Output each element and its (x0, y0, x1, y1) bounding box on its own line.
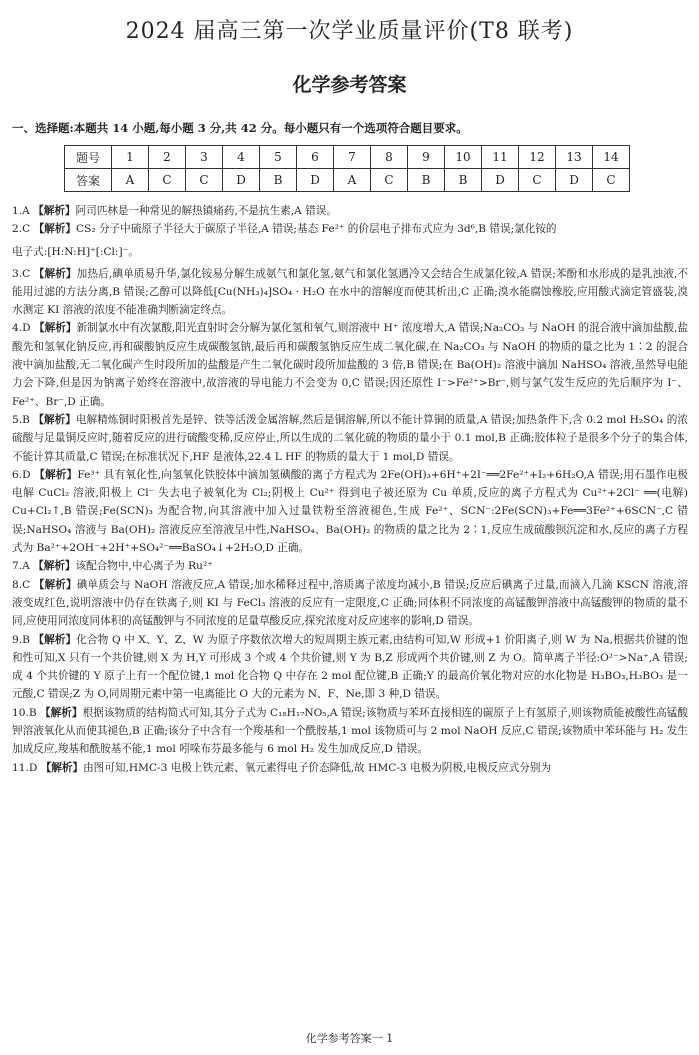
item-number: 1.A (12, 205, 30, 217)
table-cell: 9 (408, 146, 445, 169)
table-cell: 4 (223, 146, 260, 169)
answer-item (12, 759, 688, 777)
item-number: 8.C (12, 578, 31, 591)
table-cell: 3 (186, 146, 223, 169)
table-cell: A (334, 169, 371, 192)
item-text: 化合物 Q 中 X、Y、Z、W 为原子序数依次增大的短周期主族元素,由结构可知,W 形成+1 价阳离子,则 W 为 Na,根据共价键的饱和性可知,X 只有一个共价键,则 X 为 H,Y 可形成 3 个或 4 个共价键,则 Y 为 B,Z 形成两个共价键,则 Z 为 O。简单离子半径:O²⁻>Na⁺,A 错误;成 4 个共价键的 Y 原子上有一个配位键,1 mol 化合物 Q 中存在 2 mol 配位键,B 正确;Y 的最高价氧化物对应的水化物是 H₃BO₃,H₃BO₃ 是一元酸,C 错误;Z 为 O,同周期元素中第一电离能比 O 大的元素为 N、F、Ne,即 3 种,D 错误。 (12, 633, 688, 701)
answer-item (12, 631, 688, 704)
table-cell: B (260, 169, 297, 192)
table-cell: 13 (556, 146, 593, 169)
table-cell: 10 (445, 146, 482, 169)
analysis-tag: 【解析】 (33, 413, 76, 426)
item-number: 10.B (12, 706, 37, 719)
table-cell: D (482, 169, 519, 192)
table-cell: D (556, 169, 593, 192)
item-number: 5.B (12, 413, 30, 426)
page-subtitle: 化学参考答案 (292, 74, 407, 96)
table-header-cell: 题号 (65, 146, 112, 169)
table-cell: 7 (334, 146, 371, 169)
item-number: 6.D (12, 468, 31, 481)
answer-table-answer-row (65, 169, 630, 192)
answer-item (12, 704, 688, 759)
analysis-tag: 【解析】 (33, 633, 77, 646)
item-text: 该配合物中,中心离子为 Ru²⁺ (75, 560, 213, 573)
table-cell: B (408, 169, 445, 192)
answer-table-number-row (65, 146, 630, 169)
table-cell: C (186, 169, 223, 192)
table-cell: 12 (519, 146, 556, 169)
table-cell: C (593, 169, 630, 192)
answer-item (12, 411, 688, 466)
item-text: 新制氯水中有次氯酸,阳光直射时会分解为氯化氢和氧气,则溶液中 H⁺ 浓度增大,A 错误;Na₂CO₃ 与 NaOH 的混合液中滴加盐酸,盐酸先和氢氧化钠反应,再和碳酸钠反应生成碳酸氢钠,最后再和碳酸氢钠反应生成二氧化碳,在 Na₂CO₃ 与 NaOH 的物质的量之比为 1∶2 的混合液中滴加盐酸,无二氧化碳产生时段所加的盐酸是产生二氧化碳时段所加盐酸的 3 倍,B 错误;在 Ba(OH)₂ 溶液中滴加 NaHSO₄ 溶液,虽然导电能力会下降,但是因为钠离子始终在溶液中,故溶液的导电能力不会变为 0,C 错误;因还原性 I⁻>Fe²⁺>Br⁻,则与氯气发生反应的先后顺序为 I⁻、Fe²⁺、Br⁻,D 正确。 (12, 322, 688, 408)
table-cell: 5 (260, 146, 297, 169)
answer-table (64, 145, 630, 192)
table-cell: D (297, 169, 334, 192)
analysis-tag: 【解析】 (33, 223, 76, 236)
item-text: 电解精炼铜时阳极首先是锌、铁等活泼金属溶解,然后是铜溶解,所以不能计算铜的质量,A 错误;加热条件下,含 0.2 mol H₂SO₄ 的浓硫酸与足量铜反应时,随着反应的进行硫酸变稀,反应停止,所以生成的二氧化硫的物质的量小于 0.1 mol,B 正确;胶体粒子是很多个分子的集合体,不能计算其质量,C 错误;在标准状况下,HF 是液体,22.4 L HF 的物质的量大于 1 mol,D 错误。 (12, 413, 689, 463)
item-number: 11.D (12, 761, 38, 774)
item-text: 电子式:[H:N:H]⁺[:Cl:]⁻。 (12, 245, 139, 258)
table-cell: 1 (112, 146, 149, 169)
analysis-tag: 【解析】 (33, 205, 76, 217)
item-text: 碘单质会与 NaOH 溶液反应,A 错误;加水稀释过程中,溶质离子浓度均减小,B 错误;反应后碘离子过量,而滴入几滴 KSCN 溶液,溶液变成红色,说明溶液中仍存在铁离子,则 KI 与 FeCl₃ 溶液的反应有一定限度,C 正确;同体积不同浓度的高锰酸钾溶液中高锰酸钾的物质的量不同,应使用同浓度同体积的高锰酸钾与不同浓度的足量草酸反应,探究浓度对反应速率的影响,D 错误。 (12, 578, 689, 628)
table-cell: C (149, 169, 186, 192)
analysis-tag: 【解析】 (33, 560, 76, 573)
section-heading: 一、选择题:本题共 14 小题,每小题 3 分,共 42 分。每小题只有一个选项符合题目要求。 (12, 121, 468, 135)
item-text: 由图可知,HMC-3 电极上铁元素、氧元素得电子价态降低,故 HMC-3 电极为阴极,电极反应式分别为 (83, 761, 552, 774)
table-cell: 11 (482, 146, 519, 169)
item-text: 加热后,碘单质易升华,氯化铵易分解生成氨气和氯化氢,氨气和氯化氢遇冷又会结合生成氯化铵,A 错误;苯酚和水形成的是乳浊液,不能用过滤的方法分离,B 错误;乙醇可以降低[Cu(NH₃)₄]SO₄ · H₂O 在水中的溶解度而使其析出,C 正确;溴水能腐蚀橡胶,应用酸式滴定管盛装,溴水测定 KI 溶液的浓度不能准确判断滴定终点。 (12, 267, 689, 317)
answer-item (12, 319, 688, 410)
table-cell: 8 (371, 146, 408, 169)
table-cell: C (519, 169, 556, 192)
table-cell: D (223, 169, 260, 192)
item-number: 9.B (12, 633, 30, 646)
item-number: 4.D (12, 322, 31, 335)
table-cell: C (371, 169, 408, 192)
item-text: 根据该物质的结构简式可知,其分子式为 C₁₈H₁₇NO₅,A 错误;该物质与苯环直接相连的碳原子上有氢原子,则该物质能被酸性高锰酸钾溶液氧化从而使其褪色,B 正确;该分子中含有一个羧基和一个酰胺基,1 mol 该物质可与 2 mol NaOH 反应,C 错误;该物质中苯环能与 H₂ 发生加成反应,羧基和酰胺基不能,1 mol 吲哚布芬最多能与 6 mol H₂ 发生加成反应,D 错误。 (12, 706, 688, 756)
item-number: 3.C (12, 267, 31, 280)
item-number: 7.A (12, 560, 30, 573)
page-title: 2024 届高三第一次学业质量评价(T8 联考) (125, 19, 574, 44)
answer-item (12, 576, 688, 631)
answer-item (12, 202, 688, 220)
answer-item (12, 466, 688, 557)
table-cell: A (112, 169, 149, 192)
answer-item (12, 557, 688, 575)
analysis-tag: 【解析】 (34, 322, 77, 335)
answer-item (12, 265, 688, 320)
table-cell: B (445, 169, 482, 192)
analysis-tag: 【解析】 (34, 468, 78, 481)
item-text: 阿司匹林是一种常见的解热镇痛药,不是抗生素,A 错误。 (75, 205, 337, 217)
page-footer: 化学参考答案一 1 (305, 1032, 394, 1045)
analysis-tag: 【解析】 (40, 761, 84, 774)
answer-item (12, 220, 688, 238)
table-cell: 2 (149, 146, 186, 169)
answer-item-continued (12, 239, 688, 265)
table-header-cell: 答案 (65, 169, 112, 192)
item-number: 2.C (12, 223, 31, 236)
answer-explanations (12, 202, 688, 777)
table-cell: 6 (297, 146, 334, 169)
analysis-tag: 【解析】 (33, 578, 77, 591)
item-text: Fe³⁺ 具有氧化性,向氢氧化铁胶体中滴加氢碘酸的离子方程式为 2Fe(OH)₃+6H⁺+2I⁻══2Fe²⁺+I₂+6H₂O,A 错误;用石墨作电极电解 CuCl₂ 溶液,阳极上 Cl⁻ 失去电子被氧化为 Cl₂;阴极上 Cu²⁺ 得到电子被还原为 Cu 单质,反应的离子方程式为 Cu²⁺+2Cl⁻ ══(电解) Cu+Cl₂↑,B 错误;Fe(SCN)₃ 为配合物,向其溶液中加入过量铁粉至溶液褪色,生成 Fe²⁺、SCN⁻:2Fe(SCN)₃+Fe══3Fe²⁺+6SCN⁻,C 错误;NaHSO₄ 溶液与 Ba(OH)₂ 溶液反应至溶液呈中性,NaHSO₄、Ba(OH)₂ 的物质的量之比为 2∶1,反应生成硫酸钡沉淀和水,反应的离子方程式为 Ba²⁺+2OH⁻+2H⁺+SO₄²⁻══BaSO₄↓+2H₂O,D 正确。 (12, 468, 689, 555)
analysis-tag: 【解析】 (40, 706, 83, 719)
item-text: CS₂ 分子中硫原子半径大于碳原子半径,A 错误;基态 Fe²⁺ 的价层电子排布式应为 3d⁶,B 错误;氯化铵的 (75, 223, 557, 236)
analysis-tag: 【解析】 (33, 267, 77, 280)
table-cell: 14 (593, 146, 630, 169)
